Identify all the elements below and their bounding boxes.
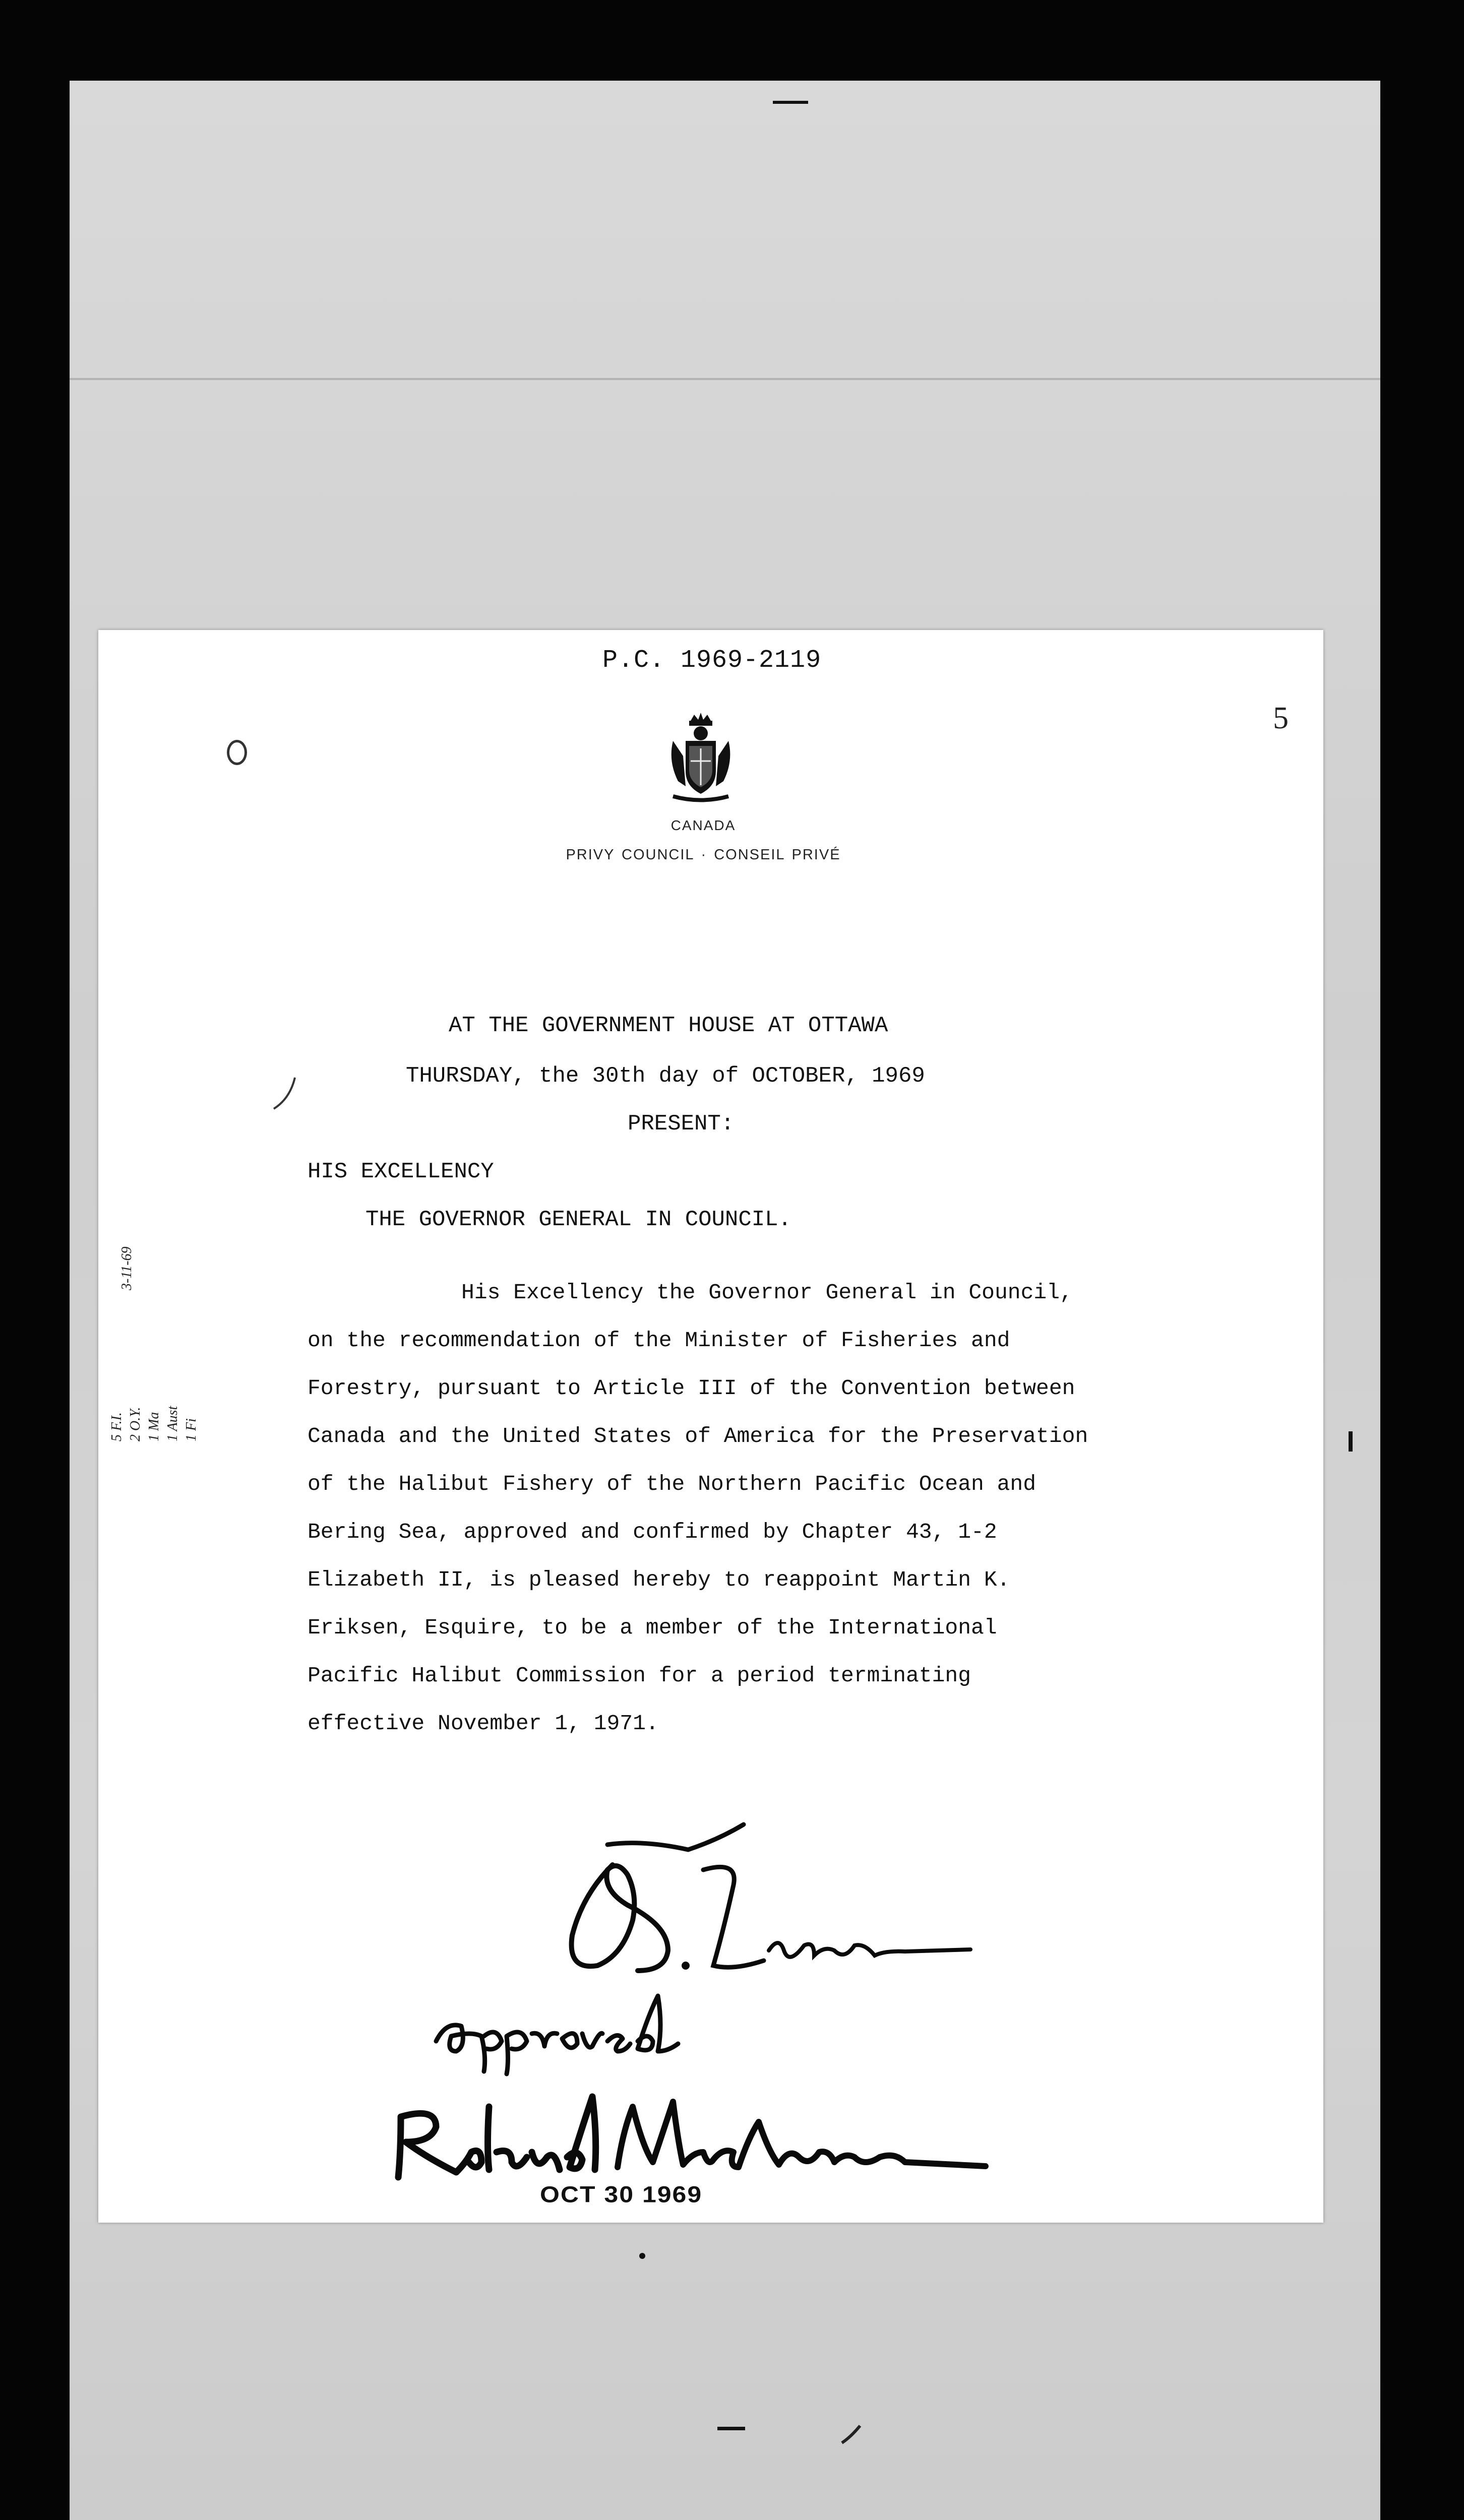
margin-note-line: 1 Aust (165, 1406, 180, 1441)
addressee-line-2: THE GOVERNOR GENERAL IN COUNCIL. (365, 1207, 791, 1232)
margin-note-line: 5 F.I. (109, 1412, 125, 1441)
heading-date: THURSDAY, the 30th day of OCTOBER, 1969 (406, 1063, 925, 1089)
punch-hole-mark (227, 740, 247, 765)
fold-line (70, 378, 1380, 380)
governor-general-signature (381, 2076, 1046, 2197)
body-line: Eriksen, Esquire, to be a member of the International (308, 1615, 997, 1640)
body-line: His Excellency the Governor General in Council, (461, 1280, 1073, 1305)
film-mark-top (773, 101, 808, 104)
body-line: Pacific Halibut Commission for a period terminating (308, 1663, 971, 1688)
letterhead-country: CANADA (670, 817, 736, 833)
body-line: Canada and the United States of America for the Preservation (308, 1424, 1088, 1448)
margin-distribution-notes (103, 1220, 234, 1441)
margin-note-line: 1 Fi (184, 1418, 199, 1441)
margin-note-line: 1 Ma (146, 1412, 162, 1441)
margin-note-line: 2 O.Y. (128, 1407, 143, 1441)
page-number: 5 (1273, 701, 1289, 735)
date-stamp: OCT 30 1969 (540, 2181, 703, 2208)
film-mark-lower (717, 2427, 745, 2430)
addressee-line-1: HIS EXCELLENCY (308, 1159, 494, 1184)
body-line: of the Halibut Fishery of the Northern Pacific Ocean and (308, 1472, 1036, 1496)
secretary-signature (552, 1819, 1006, 1991)
letterhead-council: PRIVY COUNCIL · CONSEIL PRIVÉ (566, 847, 841, 863)
film-scratch-mark (836, 2422, 866, 2447)
body-line: Elizabeth II, is pleased hereby to reappoint Martin K. (308, 1567, 1010, 1592)
body-line: Forestry, pursuant to Article III of the Convention between (308, 1376, 1075, 1401)
pc-number: P.C. 1969-2119 (602, 646, 822, 675)
film-mark-right (1349, 1431, 1353, 1452)
body-line: on the recommendation of the Minister of Fisheries and (308, 1328, 1010, 1353)
body-line: Bering Sea, approved and confirmed by Chapter 43, 1-2 (308, 1520, 997, 1544)
heading-place: AT THE GOVERNMENT HOUSE AT OTTAWA (449, 1013, 888, 1038)
body-line: effective November 1, 1971. (308, 1711, 659, 1736)
margin-date-note: 3-11-69 (119, 1246, 135, 1290)
order-in-council-page (98, 630, 1323, 2223)
coat-of-arms-icon (663, 711, 739, 806)
approved-annotation (426, 1986, 708, 2076)
pencil-tick-mark (270, 1074, 300, 1114)
film-dot (639, 2253, 645, 2259)
heading-present: PRESENT: (628, 1111, 735, 1137)
